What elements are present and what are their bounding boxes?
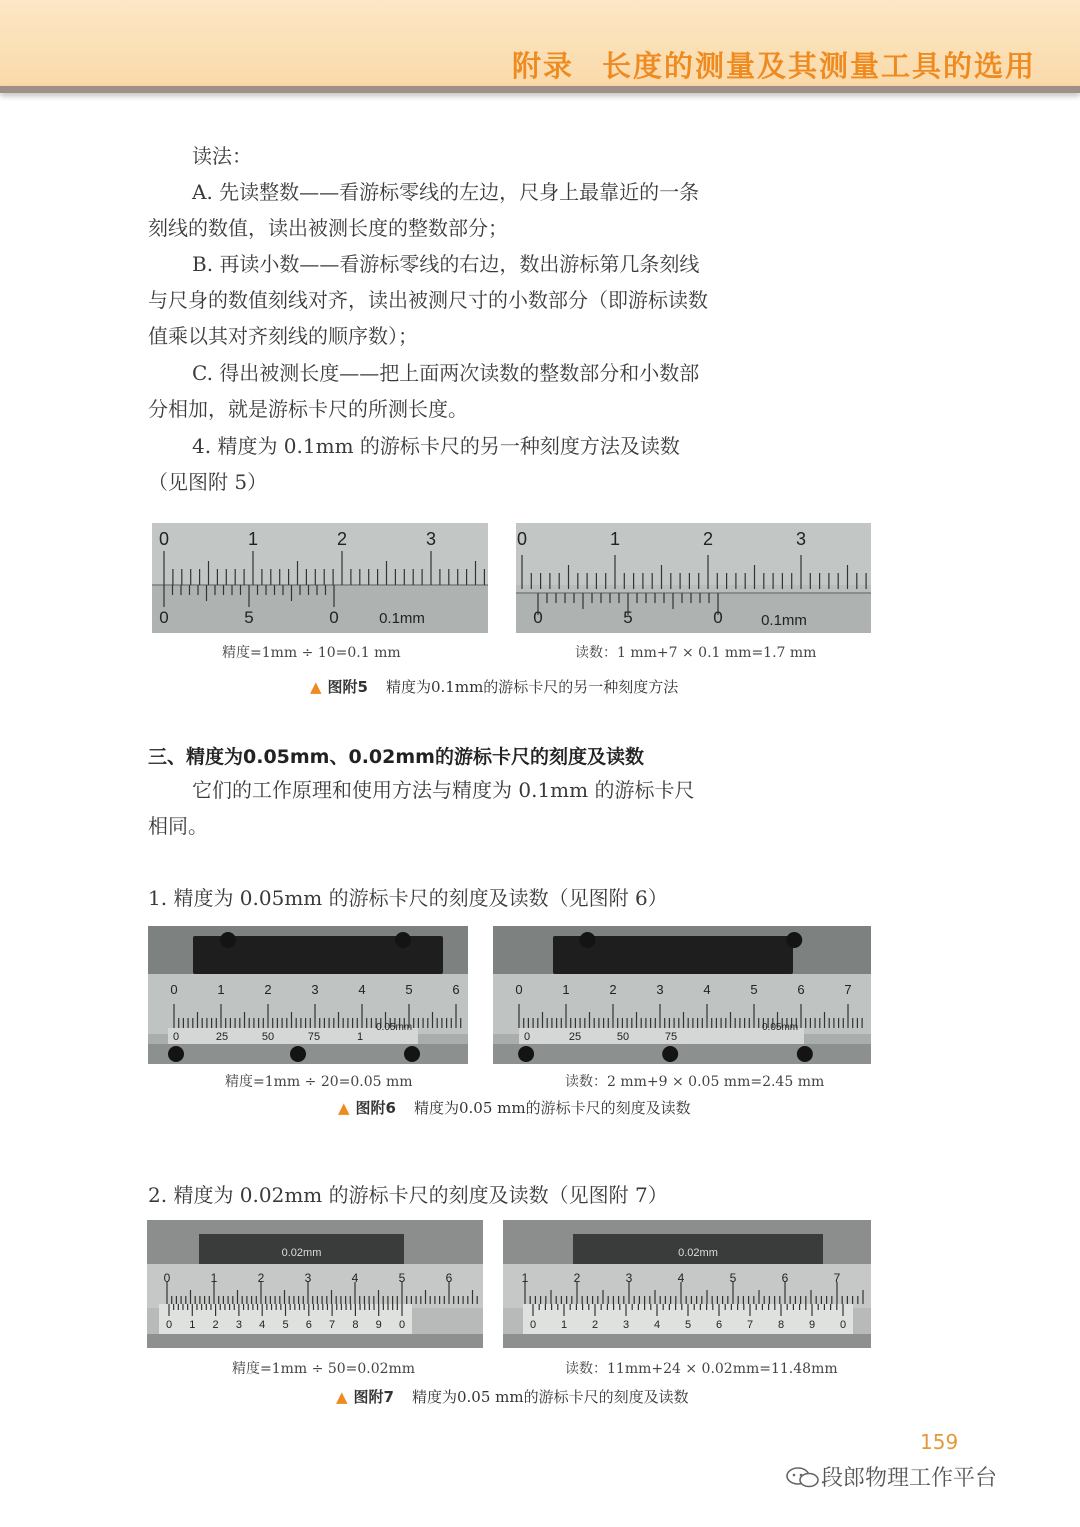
main-tick-label: 2 <box>264 982 272 997</box>
main-tick-label: 2 <box>257 1271 265 1285</box>
header-label: 附录 <box>511 49 574 83</box>
fig7-left-photo <box>147 1220 483 1348</box>
triangle-icon: ▲ <box>338 1099 350 1117</box>
vernier-scale <box>516 593 871 633</box>
main-tick-label: 1 <box>217 982 225 997</box>
vernier-tick-label: 8 <box>352 1319 359 1331</box>
vernier-tick-label: 50 <box>616 1031 630 1043</box>
main-tick-label: 3 <box>795 529 807 549</box>
screw-icon <box>580 932 596 948</box>
fig6-right-photo <box>493 926 871 1064</box>
main-tick-label: 0 <box>516 529 528 549</box>
fig7-left-caption: 精度=1mm ÷ 50=0.02mm <box>232 1361 416 1377</box>
vernier-tick-label: 0 <box>172 1031 180 1043</box>
fig5-title: 精度为0.1mm的游标卡尺的另一种刻度方法 <box>385 678 679 696</box>
caliper-bottom-plate <box>147 1334 483 1348</box>
vernier-tick-label: 9 <box>808 1319 816 1331</box>
fig6-caption <box>338 1097 691 1118</box>
fig6-left-photo <box>148 926 468 1064</box>
fig5-right-caption: 读数：1 mm+7 × 0.1 mm=1.7 mm <box>575 645 817 661</box>
main-tick-label: 3 <box>625 1271 633 1285</box>
vernier-tick-label: 25 <box>568 1031 582 1043</box>
main-tick-label: 3 <box>656 982 664 997</box>
vernier-tick-label: 4 <box>653 1319 661 1331</box>
screw-icon <box>797 1046 813 1062</box>
caliper-bottom-plate <box>503 1334 871 1348</box>
fig5-right-photo <box>516 523 871 633</box>
page-header <box>0 0 1080 92</box>
main-scale <box>148 974 468 1034</box>
fig7-right-photo <box>503 1220 871 1348</box>
vernier-tick-label: 25 <box>215 1031 229 1043</box>
main-tick-label: 2 <box>573 1271 581 1285</box>
screw-icon <box>220 932 236 948</box>
page-number: 159 <box>920 1430 959 1454</box>
header-title <box>512 44 1036 85</box>
main-tick-label: 6 <box>445 1271 453 1285</box>
vernier-tick-label: 75 <box>664 1031 678 1043</box>
vernier-tick-label: 8 <box>777 1319 785 1331</box>
paragraph: 读法： <box>192 144 252 168</box>
main-tick-label: 5 <box>398 1271 406 1285</box>
main-tick-label: 1 <box>247 529 259 549</box>
paragraph: A. 先读整数——看游标零线的左边，尺身上最靠近的一条刻线的数值，读出被测长度的整数部分； <box>148 180 700 240</box>
vernier-scale <box>152 585 488 633</box>
vernier-tick-label: 0 <box>713 608 723 627</box>
vernier-tick-label: 1 <box>356 1031 364 1043</box>
screw-icon <box>290 1046 306 1062</box>
vernier-tick-label: 3 <box>622 1319 630 1331</box>
vernier-tick-label: 0 <box>329 608 339 627</box>
main-tick-label: 4 <box>703 982 711 997</box>
fig7-caption <box>336 1386 689 1407</box>
main-tick-label: 4 <box>677 1271 685 1285</box>
main-scale <box>516 523 871 585</box>
triangle-icon: ▲ <box>336 1388 348 1406</box>
fig7-title: 精度为0.05 mm的游标卡尺的刻度及读数 <box>411 1388 689 1406</box>
vernier-tick-label: 6 <box>715 1319 723 1331</box>
main-scale <box>493 974 871 1034</box>
fig5-caption <box>310 676 678 697</box>
main-tick-label: 5 <box>405 982 413 997</box>
vernier-tick-label: 0 <box>533 608 543 627</box>
fig6-title: 精度为0.05 mm的游标卡尺的刻度及读数 <box>413 1099 691 1117</box>
main-tick-label: 1 <box>210 1271 218 1285</box>
vernier-tick-label: 3 <box>235 1319 242 1331</box>
vernier-tick-label: 5 <box>623 608 633 627</box>
paragraph: 2. 精度为 0.02mm 的游标卡尺的刻度及读数（见图附 7） <box>148 1183 668 1207</box>
watermark <box>785 1461 997 1492</box>
main-scale <box>152 523 488 585</box>
main-tick-label: 7 <box>833 1271 841 1285</box>
main-tick-label: 6 <box>781 1271 789 1285</box>
main-tick-label: 0 <box>515 982 523 997</box>
caliper-bottom-plate <box>493 1044 871 1064</box>
header-divider <box>0 86 1080 93</box>
main-tick-label: 3 <box>311 982 319 997</box>
triangle-icon: ▲ <box>310 678 322 696</box>
vernier-tick-label: 6 <box>305 1319 312 1331</box>
fig5-label: 图附5 <box>327 678 368 696</box>
wechat-icon <box>785 1466 821 1488</box>
vernier-tick-label: 7 <box>329 1319 336 1331</box>
vernier-tick-label: 0 <box>839 1319 847 1331</box>
screw-icon <box>168 1046 184 1062</box>
fig5-left-photo <box>152 523 488 633</box>
paragraph: C. 得出被测长度——把上面两次读数的整数部分和小数部分相加，就是游标卡尺的所测长度。 <box>148 361 700 421</box>
paragraph: 1. 精度为 0.05mm 的游标卡尺的刻度及读数（见图附 6） <box>148 886 668 910</box>
vernier-tick-label: 5 <box>244 608 254 627</box>
fig5-left-caption: 精度=1mm ÷ 10=0.1 mm <box>222 645 401 661</box>
screw-icon <box>662 1046 678 1062</box>
screw-icon <box>786 932 802 948</box>
vernier-unit-label: 0.05mm <box>376 1022 413 1033</box>
vernier-tick-label: 0 <box>159 608 169 627</box>
paragraph: B. 再读小数——看游标零线的右边，数出游标第几条刻线与尺身的数值刻线对齐，读出被测尺寸的小数部分（即游标读数值乘以其对齐刻线的顺序数）； <box>148 252 708 348</box>
watermark-text: 段郎物理工作平台 <box>821 1466 998 1491</box>
main-tick-label: 0 <box>170 982 178 997</box>
fig6-label: 图附6 <box>355 1099 396 1117</box>
vernier-tick-label: 5 <box>684 1319 692 1331</box>
screw-icon <box>395 932 411 948</box>
main-tick-label: 2 <box>702 529 714 549</box>
fig6-right-caption: 读数：2 mm+9 × 0.05 mm=2.45 mm <box>565 1074 825 1090</box>
vernier-tick-label: 9 <box>375 1319 382 1331</box>
main-tick-label: 2 <box>609 982 617 997</box>
vernier-tick-label: 0 <box>529 1319 537 1331</box>
vernier-tick-label: 1 <box>189 1319 196 1331</box>
main-tick-label: 2 <box>336 529 348 549</box>
main-tick-label: 3 <box>304 1271 312 1285</box>
vernier-unit-label: 0.02mm <box>678 1247 718 1259</box>
vernier-tick-label: 4 <box>259 1319 266 1331</box>
vernier-tick-label: 2 <box>212 1319 219 1331</box>
header-chapter-title: 长度的测量及其测量工具的选用 <box>601 49 1036 83</box>
vernier-tick-label: 1 <box>560 1319 568 1331</box>
main-tick-label: 4 <box>358 982 366 997</box>
vernier-tick-label: 2 <box>591 1319 599 1331</box>
main-tick-label: 5 <box>729 1271 737 1285</box>
vernier-unit-label: 0.1mm <box>379 610 425 627</box>
vernier-tick-label: 5 <box>282 1319 289 1331</box>
fig7-right-caption: 读数：11mm+24 × 0.02mm=11.48mm <box>565 1361 838 1377</box>
main-tick-label: 5 <box>750 982 758 997</box>
main-tick-label: 4 <box>351 1271 359 1285</box>
paragraph: 它们的工作原理和使用方法与精度为 0.1mm 的游标卡尺相同。 <box>148 778 695 838</box>
main-tick-label: 1 <box>521 1271 529 1285</box>
vernier-unit-label: 0.05mm <box>762 1022 799 1033</box>
main-tick-label: 1 <box>609 529 621 549</box>
fig6-left-caption: 精度=1mm ÷ 20=0.05 mm <box>225 1074 413 1090</box>
main-tick-label: 0 <box>163 1271 171 1285</box>
vernier-tick-label: 7 <box>746 1319 754 1331</box>
main-tick-label: 1 <box>562 982 570 997</box>
vernier-unit-label: 0.02mm <box>281 1247 322 1259</box>
vernier-tick-label: 0 <box>165 1319 173 1331</box>
section-heading: 三、精度为0.05mm、0.02mm的游标卡尺的刻度及读数 <box>148 746 644 768</box>
main-scale <box>147 1264 483 1308</box>
paragraph: 4. 精度为 0.1mm 的游标卡尺的另一种刻度方法及读数（见图附 5） <box>148 434 680 494</box>
main-tick-label: 0 <box>158 529 170 549</box>
screw-icon <box>404 1046 420 1062</box>
vernier-unit-label: 0.1mm <box>761 612 807 629</box>
main-tick-label: 6 <box>452 982 460 997</box>
main-tick-label: 6 <box>797 982 805 997</box>
screw-icon <box>518 1046 534 1062</box>
fig7-label: 图附7 <box>353 1388 394 1406</box>
vernier-tick-label: 0 <box>398 1319 406 1331</box>
main-tick-label: 7 <box>844 982 852 997</box>
vernier-tick-label: 75 <box>307 1031 321 1043</box>
vernier-tick-label: 50 <box>261 1031 275 1043</box>
vernier-tick-label: 0 <box>523 1031 531 1043</box>
main-tick-label: 3 <box>425 529 437 549</box>
